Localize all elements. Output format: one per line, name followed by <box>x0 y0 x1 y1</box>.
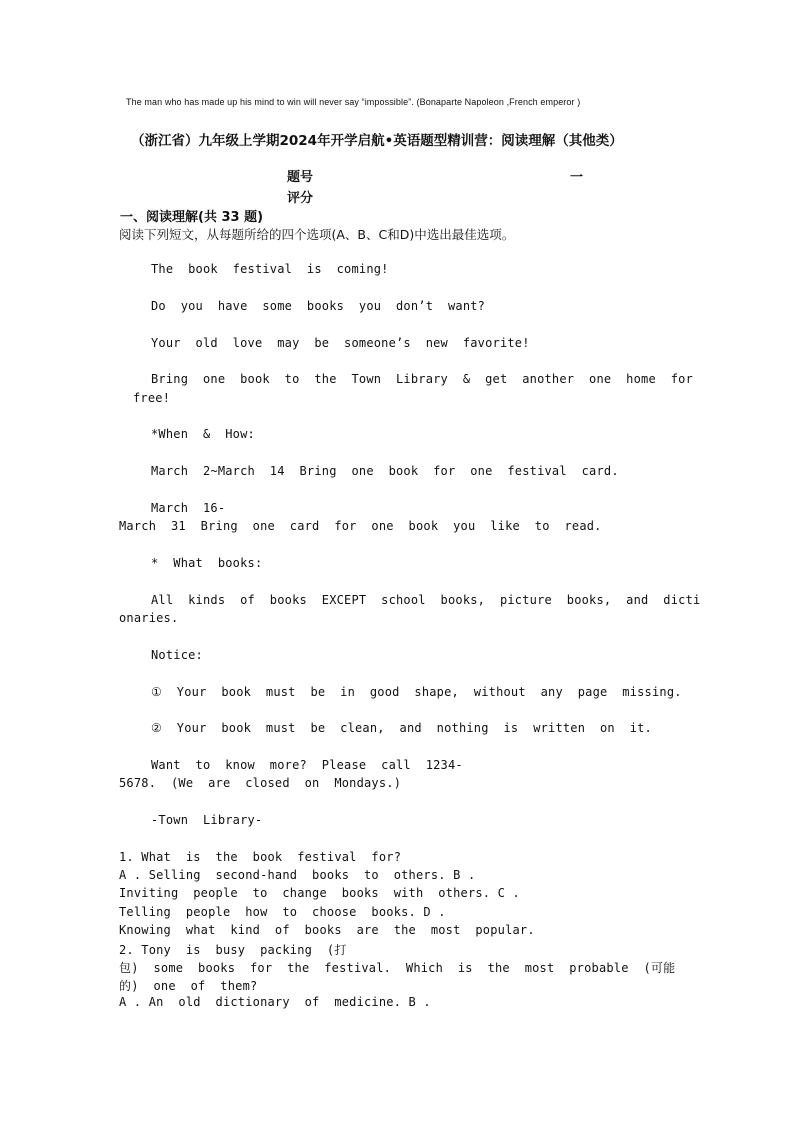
passage-line: The book festival is coming! <box>151 262 389 276</box>
section-heading: 一、阅读理解(共 33 题) <box>120 210 264 225</box>
passage-line: * What books: <box>151 556 263 570</box>
passage-line: Bring one book to the Town Library & get another one home for <box>151 372 693 386</box>
section-instruction: 阅读下列短文，从每题所给的四个选项(A、B、C和D)中选出最佳选项。 <box>119 227 515 242</box>
question-1: 1. What is the book festival for? <box>119 850 402 864</box>
score-table-score-label: 评分 <box>287 191 314 206</box>
question-2-option-line: A . An old dictionary of medicine. B . <box>119 995 431 1009</box>
question-1-option-line: Knowing what kind of books are the most popular. <box>119 923 535 937</box>
passage-line: ① Your book must be in good shape, without any page missing. <box>151 685 682 699</box>
passage-line: Notice: <box>151 648 203 662</box>
passage-line: Your old love may be someone’s new favorite! <box>151 336 530 350</box>
passage-line: March 2~March 14 Bring one book for one festival card. <box>151 464 619 478</box>
question-2-line: 的) one of them? <box>119 979 258 993</box>
passage-line: Do you have some books you don’t want? <box>151 299 486 313</box>
passage-line: *When & How: <box>151 427 255 441</box>
question-1-option-line: A . Selling second-hand books to others. B . <box>119 868 476 882</box>
score-table-number-label: 题号 <box>287 170 314 185</box>
passage-line: March 31 Bring one card for one book you like to read. <box>119 519 602 533</box>
passage-line: free! <box>133 391 171 405</box>
page-title: （浙江省）九年级上学期2024年开学启航•英语题型精训营：阅读理解（其他类） <box>131 133 623 149</box>
question-2: 2. Tony is busy packing (打 <box>119 943 347 957</box>
question-2-line: 包) some books for the festival. Which is the most probable (可能 <box>119 961 676 975</box>
passage-line: 5678. (We are closed on Mondays.) <box>119 776 402 790</box>
passage-line: ② Your book must be clean, and nothing is written on it. <box>151 721 652 735</box>
passage-line: -Town Library- <box>151 813 263 827</box>
passage-line: All kinds of books EXCEPT school books, picture books, and dicti <box>151 593 701 607</box>
motto-header: The man who has made up his mind to win will never say “impossible”. (Bonaparte Napoleon ,French emperor ) <box>126 97 581 107</box>
question-1-option-line: Telling people how to choose books. D . <box>119 905 446 919</box>
passage-line: March 16- <box>151 501 226 515</box>
passage-line: Want to know more? Please call 1234- <box>151 758 463 772</box>
question-1-option-line: Inviting people to change books with others. C . <box>119 886 520 900</box>
score-table-number-value: 一 <box>570 170 584 185</box>
passage-line: onaries. <box>119 611 179 625</box>
